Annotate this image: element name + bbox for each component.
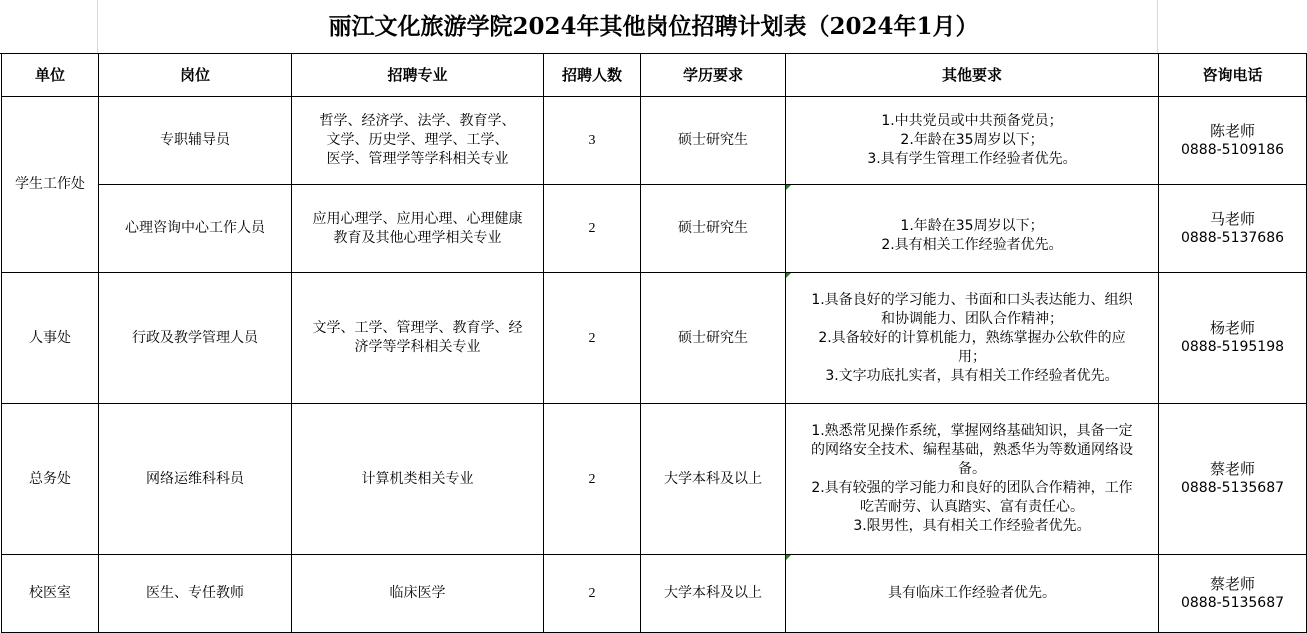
- requirements-cell[interactable]: [786, 97, 1159, 185]
- requirements-cell[interactable]: [786, 555, 1159, 633]
- major-line: 临床医学: [389, 585, 446, 601]
- major-line: 医学、管理学等学科相关专业: [326, 151, 509, 167]
- requirement-line: 3.文字功底扎实者，具有相关工作经验者优先。: [825, 367, 1119, 384]
- contact-phone: 0888-5137686: [1180, 229, 1285, 246]
- education-cell[interactable]: 硕士研究生: [641, 273, 786, 404]
- requirement-line: 和协调能力、团队合作精神；: [881, 310, 1063, 327]
- unit-cell[interactable]: 总务处: [2, 404, 99, 555]
- contact-name: 马老师: [1209, 209, 1255, 228]
- major-line: 哲学、经济学、法学、教育学、: [319, 113, 516, 129]
- table-row: [2, 555, 1307, 633]
- major-line: 济学等学科相关专业: [354, 339, 481, 355]
- contact-name: 蔡老师: [1209, 574, 1255, 593]
- comment-marker-icon: [786, 185, 791, 190]
- requirement-line: 1.中共党员或中共预备党员；: [881, 113, 1063, 129]
- requirement-line: 2.具备较好的计算机能力，熟练掌握办公软件的应: [818, 329, 1126, 346]
- education-cell[interactable]: 硕士研究生: [641, 97, 786, 185]
- requirement-line: 1.具备良好的学习能力、书面和口头表达能力、组织: [811, 291, 1133, 308]
- requirement-line: 2.具有较强的学习能力和良好的团队合作精神，工作: [811, 480, 1133, 496]
- count-cell[interactable]: 2: [544, 555, 641, 633]
- header-count[interactable]: 招聘人数: [544, 54, 641, 97]
- count-cell[interactable]: 2: [544, 404, 641, 555]
- contact-phone: 0888-5135687: [1180, 480, 1285, 496]
- contact-cell[interactable]: [1159, 273, 1307, 404]
- header-unit[interactable]: 单位: [2, 54, 99, 97]
- requirement-line: 2.年龄在35周岁以下；: [900, 132, 1044, 148]
- requirement-line: 1.熟悉常见操作系统，掌握网络基础知识，具备一定: [811, 423, 1133, 439]
- major-line: 文学、历史学、理学、工学、: [326, 132, 509, 148]
- education-cell[interactable]: 大学本科及以上: [641, 404, 786, 555]
- requirement-line: 的网络安全技术、编程基础，熟悉华为等数通网络设: [811, 442, 1133, 458]
- major-cell[interactable]: [292, 185, 544, 273]
- contact-cell[interactable]: [1159, 185, 1307, 273]
- table-row: [2, 273, 1307, 404]
- comment-marker-icon: [786, 273, 791, 278]
- requirement-line: 备。: [958, 461, 986, 477]
- header-position[interactable]: 岗位: [99, 54, 292, 97]
- requirement-line: 用；: [958, 348, 986, 365]
- position-cell[interactable]: 心理咨询中心工作人员: [99, 185, 292, 273]
- contact-cell[interactable]: [1159, 555, 1307, 633]
- requirement-line: 3.具有学生管理工作经验者优先。: [867, 151, 1077, 167]
- position-cell[interactable]: 行政及教学管理人员: [99, 273, 292, 404]
- contact-phone: 0888-5109186: [1180, 141, 1285, 158]
- requirement-line: 3.限男性，具有相关工作经验者优先。: [853, 518, 1091, 534]
- header-contact[interactable]: 咨询电话: [1159, 54, 1307, 97]
- contact-cell[interactable]: [1159, 404, 1307, 555]
- unit-cell[interactable]: 人事处: [2, 273, 99, 404]
- header-major[interactable]: 招聘专业: [292, 54, 544, 97]
- table-row: [2, 97, 1307, 185]
- major-line: 应用心理学、应用心理、心理健康: [312, 210, 523, 227]
- header-row: [2, 54, 1307, 97]
- recruitment-table: [1, 53, 1307, 633]
- requirements-cell[interactable]: [786, 404, 1159, 555]
- position-cell[interactable]: 网络运维科科员: [99, 404, 292, 555]
- comment-marker-icon: [786, 555, 791, 560]
- requirement-line: 吃苦耐劳、认真踏实、富有责任心。: [860, 499, 1084, 515]
- count-cell[interactable]: 2: [544, 273, 641, 404]
- contact-cell[interactable]: [1159, 97, 1307, 185]
- major-line: 计算机类相关专业: [361, 470, 474, 487]
- table-row: [2, 404, 1307, 555]
- contact-phone: 0888-5135687: [1180, 594, 1285, 611]
- major-cell[interactable]: [292, 273, 544, 404]
- position-cell[interactable]: 专职辅导员: [99, 97, 292, 185]
- header-education[interactable]: 学历要求: [641, 54, 786, 97]
- table-row: [2, 185, 1307, 273]
- education-cell[interactable]: 硕士研究生: [641, 185, 786, 273]
- major-line: 文学、工学、管理学、教育学、经: [312, 320, 523, 336]
- count-cell[interactable]: 3: [544, 97, 641, 185]
- position-cell[interactable]: 医生、专任教师: [99, 555, 292, 633]
- contact-name: 杨老师: [1209, 319, 1255, 337]
- count-cell[interactable]: 2: [544, 185, 641, 273]
- contact-name: 蔡老师: [1209, 460, 1255, 478]
- contact-phone: 0888-5195198: [1180, 339, 1285, 355]
- requirements-cell[interactable]: [786, 185, 1159, 273]
- requirement-line: 1.年龄在35周岁以下；: [900, 217, 1044, 234]
- unit-cell[interactable]: 学生工作处: [2, 97, 99, 273]
- unit-cell[interactable]: 校医室: [2, 555, 99, 633]
- major-cell[interactable]: [292, 555, 544, 633]
- contact-name: 陈老师: [1209, 121, 1255, 140]
- major-line: 教育及其他心理学相关专业: [333, 229, 502, 246]
- requirement-line: 具有临床工作经验者优先。: [888, 585, 1056, 601]
- header-other[interactable]: 其他要求: [786, 54, 1159, 97]
- requirement-line: 2.具有相关工作经验者优先。: [881, 236, 1063, 253]
- major-cell[interactable]: [292, 97, 544, 185]
- sheet-title: 丽江文化旅游学院2024年其他岗位招聘计划表（2024年1月）: [328, 13, 979, 40]
- major-cell[interactable]: [292, 404, 544, 555]
- requirements-cell[interactable]: [786, 273, 1159, 404]
- education-cell[interactable]: 大学本科及以上: [641, 555, 786, 633]
